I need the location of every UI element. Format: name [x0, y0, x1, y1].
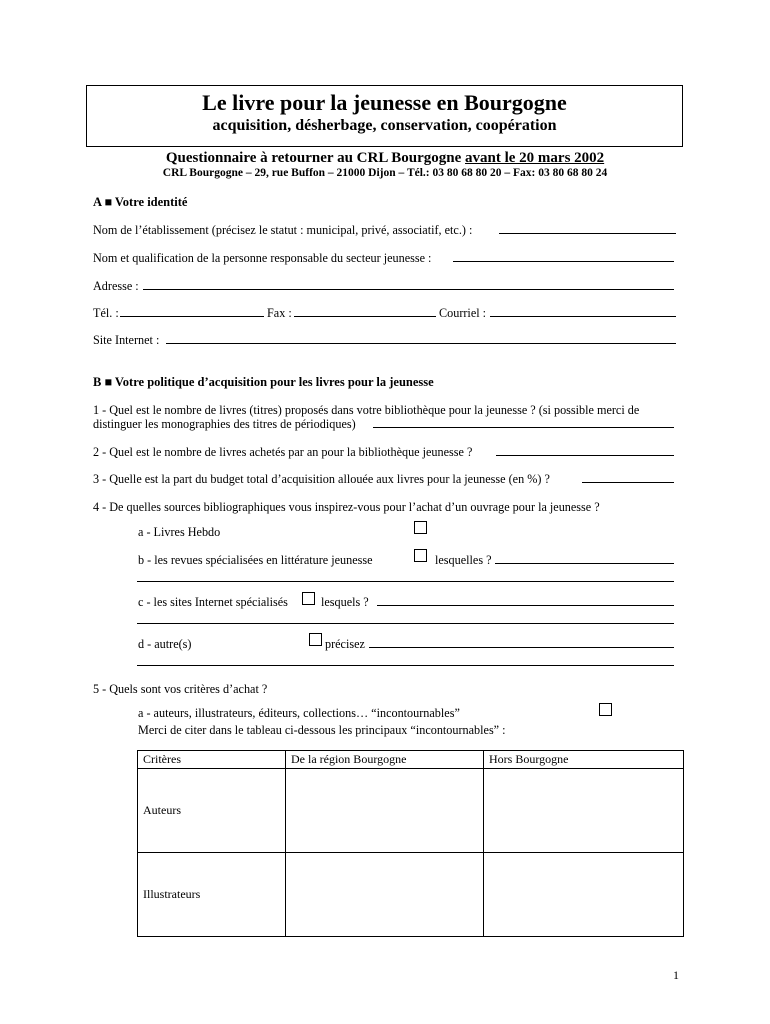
q4-option-a: a - Livres Hebdo: [138, 525, 221, 539]
field-fax-line[interactable]: [294, 316, 436, 317]
field-etablissement-line[interactable]: [499, 233, 676, 234]
field-site-label: Site Internet :: [93, 333, 160, 347]
q4-d-answer-line-2[interactable]: [137, 665, 674, 666]
table-header-criteres: Critères: [138, 751, 286, 769]
questionnaire-prefix: Questionnaire à retourner au CRL Bourgogne: [165, 150, 466, 166]
q4-c-follow: lesquels ?: [321, 595, 369, 609]
field-responsable-label: Nom et qualification de la personne responsable du secteur jeunesse :: [93, 251, 432, 265]
q2-label: 2 - Quel est le nombre de livres achetés par an pour la bibliothèque jeunesse ?: [93, 445, 473, 459]
q1-line1: 1 - Quel est le nombre de livres (titres) proposés dans votre bibliothèque pour la jeunesse ? (si possible merci de: [93, 403, 640, 417]
table-header-hors: Hors Bourgogne: [484, 751, 684, 769]
field-site-line[interactable]: [166, 343, 676, 344]
q1-answer-line[interactable]: [373, 427, 674, 428]
contact-line: CRL Bourgogne – 29, rue Buffon – 21000 Dijon – Tél.: 03 80 68 80 20 – Fax: 03 80 68 80 24: [162, 167, 608, 179]
document-title: Le livre pour la jeunesse en Bourgogne: [202, 90, 567, 115]
field-fax-label: Fax :: [267, 306, 292, 320]
q4-option-c: c - les sites Internet spécialisés: [138, 595, 288, 609]
table-row-label-illustrateurs: Illustrateurs: [138, 853, 286, 937]
field-courriel-label: Courriel :: [439, 306, 487, 320]
field-adresse-line[interactable]: [143, 289, 674, 290]
q4-label: 4 - De quelles sources bibliographiques vous inspirez-vous pour l’achat d’un ouvrage pour la jeunesse ?: [93, 500, 600, 514]
q3-answer-line[interactable]: [582, 482, 674, 483]
questionnaire-heading: [0, 150, 770, 167]
q4-option-d: d - autre(s): [138, 637, 192, 651]
q4-c-answer-line-2[interactable]: [137, 623, 674, 624]
q5-note: Merci de citer dans le tableau ci-dessous les principaux “incontournables” :: [138, 723, 506, 737]
field-responsable-line[interactable]: [453, 261, 674, 262]
field-courriel-line[interactable]: [490, 316, 676, 317]
table-row: [138, 769, 684, 853]
q3-label: 3 - Quelle est la part du budget total d’acquisition allouée aux livres pour la jeunesse (en %) ?: [93, 472, 550, 486]
section-a-heading: A ■ Votre identité: [93, 195, 188, 209]
table-row-label-auteurs: Auteurs: [138, 769, 286, 853]
q4-option-b: b - les revues spécialisées en littérature jeunesse: [138, 553, 373, 567]
table-cell-illustrateurs-region[interactable]: [286, 853, 484, 937]
q4-d-checkbox[interactable]: [309, 633, 322, 646]
document-subtitle: acquisition, désherbage, conservation, coopération: [212, 117, 557, 134]
field-tel-label: Tél. :: [93, 306, 119, 320]
section-b-heading: B ■ Votre politique d’acquisition pour les livres pour la jeunesse: [93, 375, 434, 389]
page-number: 1: [673, 968, 679, 982]
field-adresse-label: Adresse :: [93, 279, 139, 293]
title-box: [86, 85, 683, 147]
q4-b-answer-line-2[interactable]: [137, 581, 674, 582]
table-header-row: [138, 751, 684, 769]
q4-d-answer-line[interactable]: [369, 647, 674, 648]
deadline: avant le 20 mars 2002: [465, 150, 605, 166]
table-header-region: De la région Bourgogne: [286, 751, 484, 769]
q4-c-checkbox[interactable]: [302, 592, 315, 605]
table-row: [138, 853, 684, 937]
field-etablissement-label: Nom de l’établissement (précisez le statut : municipal, privé, associatif, etc.) :: [93, 223, 473, 237]
q4-b-checkbox[interactable]: [414, 549, 427, 562]
q2-answer-line[interactable]: [496, 455, 674, 456]
q4-a-checkbox[interactable]: [414, 521, 427, 534]
q5-label: 5 - Quels sont vos critères d’achat ?: [93, 682, 268, 696]
q4-d-follow: précisez: [325, 637, 365, 651]
q5-a-checkbox[interactable]: [599, 703, 612, 716]
q4-c-answer-line[interactable]: [377, 605, 674, 606]
table-cell-illustrateurs-hors[interactable]: [484, 853, 684, 937]
q1-line2: distinguer les monographies des titres de périodiques): [93, 417, 356, 431]
table-cell-auteurs-region[interactable]: [286, 769, 484, 853]
q4-b-answer-line[interactable]: [495, 563, 674, 564]
table-cell-auteurs-hors[interactable]: [484, 769, 684, 853]
field-tel-line[interactable]: [120, 316, 264, 317]
q5-option-a: a - auteurs, illustrateurs, éditeurs, collections… “incontournables”: [138, 706, 460, 720]
criteria-table: [137, 750, 684, 937]
q4-b-follow: lesquelles ?: [435, 553, 492, 567]
